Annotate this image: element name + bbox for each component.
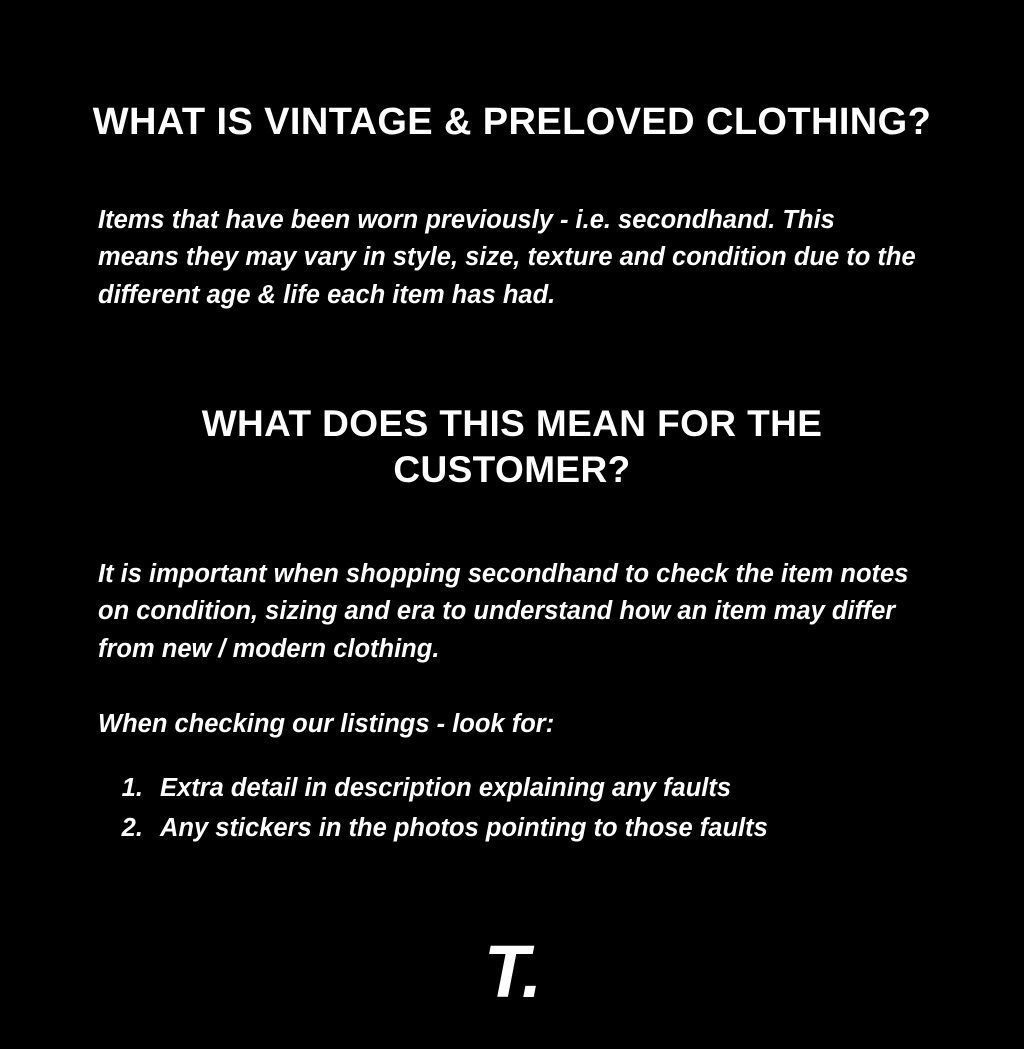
document-page xyxy=(0,25,1024,1049)
checklist xyxy=(72,769,952,848)
customer-guidance-paragraph: It is important when shopping secondhand to check the item notes on condition, sizing and era to understand how an item may differ from new / modern clothing. xyxy=(98,559,909,663)
definition-paragraph: Items that have been worn previously - i.e. secondhand. This means they may vary in style, size, texture and condition due to the different age & life each item has had. xyxy=(98,206,916,309)
listings-prompt-paragraph: When checking our listings - look for: xyxy=(98,710,555,739)
section-heading-customer: WHAT DOES THIS MEAN FOR THE CUSTOMER? xyxy=(201,403,823,491)
brand-logo-icon: T. xyxy=(483,930,541,1014)
logo-container xyxy=(0,930,1024,1014)
list-item: 2. Any stickers in the photos pointing to those faults xyxy=(150,809,952,849)
list-item: 1. Extra detail in description explaining any faults xyxy=(150,769,952,809)
page-title: WHAT IS VINTAGE & PRELOVED CLOTHING? xyxy=(92,101,932,144)
